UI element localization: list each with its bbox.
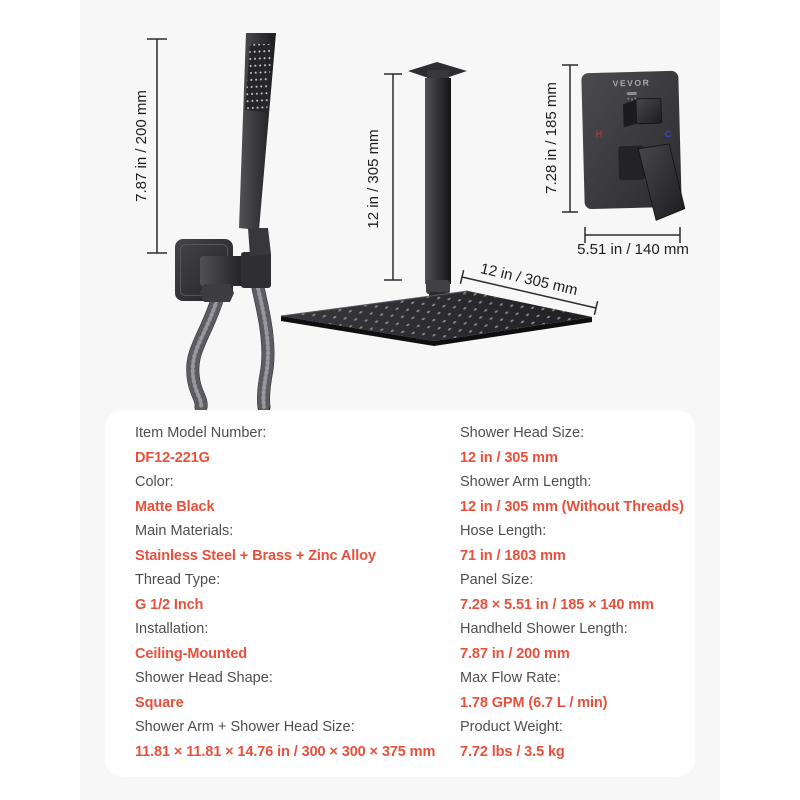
spec-value: Matte Black [135, 498, 215, 515]
spec-label: Item Model Number: [135, 425, 267, 441]
handheld-wand [239, 33, 280, 230]
spec-value: 1.78 GPM (6.7 L / min) [460, 694, 608, 711]
brand-logo: VEVOR [612, 77, 651, 89]
spec-row [460, 568, 690, 617]
spec-label: Product Weight: [460, 719, 563, 735]
spec-value: 7.28 × 5.51 in / 185 × 140 mm [460, 596, 654, 613]
control-panel-drawing [543, 65, 689, 258]
spec-label: Max Flow Rate: [460, 670, 561, 686]
panel-height-dimension-label: 7.28 in / 185 mm [543, 82, 560, 194]
spec-label: Shower Arm + Shower Head Size: [135, 719, 355, 735]
spec-value: Stainless Steel + Brass + Zinc Alloy [135, 547, 376, 564]
spec-row [135, 470, 460, 519]
arm-dimension-line [384, 74, 402, 280]
spec-label: Shower Head Shape: [135, 670, 273, 686]
spec-value: 7.87 in / 200 mm [460, 645, 570, 662]
spec-value: 12 in / 305 mm (Without Threads) [460, 498, 684, 515]
valve-panel [581, 71, 685, 223]
spec-label: Main Materials: [135, 523, 234, 539]
spec-row [135, 715, 460, 764]
spec-value: 12 in / 305 mm [460, 449, 558, 466]
spec-row [460, 715, 690, 764]
spec-label: Installation: [135, 621, 209, 637]
cold-indicator: C [664, 128, 672, 140]
arm-length-dimension-label: 12 in / 305 mm [365, 129, 382, 229]
panel-height-dimension-line [562, 65, 578, 212]
spec-row [135, 421, 460, 470]
spec-row [135, 519, 460, 568]
spec-label: Color: [135, 474, 174, 490]
spec-row [460, 421, 690, 470]
handheld-shower-drawing [133, 33, 280, 407]
spec-row [135, 568, 460, 617]
spec-column-left [135, 421, 460, 764]
shower-hoses [193, 288, 268, 407]
spec-card [105, 410, 695, 777]
spec-label: Handheld Shower Length: [460, 621, 628, 637]
handheld-dimension-line [147, 39, 167, 253]
spec-value: 11.81 × 11.81 × 14.76 in / 300 × 300 × 375 mm [135, 743, 436, 760]
spec-label: Panel Size: [460, 572, 534, 588]
spec-row [460, 470, 690, 519]
hot-indicator: H [595, 128, 603, 139]
spec-value: G 1/2 Inch [135, 596, 204, 613]
spec-column-right [460, 421, 690, 764]
spec-value: Square [135, 694, 184, 711]
spec-label: Hose Length: [460, 523, 547, 539]
spec-label: Shower Arm Length: [460, 474, 592, 490]
spec-row [460, 666, 690, 715]
spec-label: Thread Type: [135, 572, 221, 588]
spec-label: Shower Head Size: [460, 425, 585, 441]
spec-value: 71 in / 1803 mm [460, 547, 566, 564]
spec-row [460, 519, 690, 568]
spec-row [135, 617, 460, 666]
spec-value: DF12-221G [135, 449, 210, 466]
spec-value: 7.72 lbs / 3.5 kg [460, 743, 565, 760]
spec-value: Ceiling-Mounted [135, 645, 248, 662]
spec-row [135, 666, 460, 715]
diverter-knob [623, 98, 662, 127]
panel-width-dimension-label: 5.51 in / 140 mm [577, 241, 689, 258]
ceiling-arm [408, 62, 467, 297]
head-size-dimension-label: 12 in / 305 mm [478, 260, 580, 300]
spec-row [460, 617, 690, 666]
handheld-length-dimension-label: 7.87 in / 200 mm [133, 90, 150, 202]
